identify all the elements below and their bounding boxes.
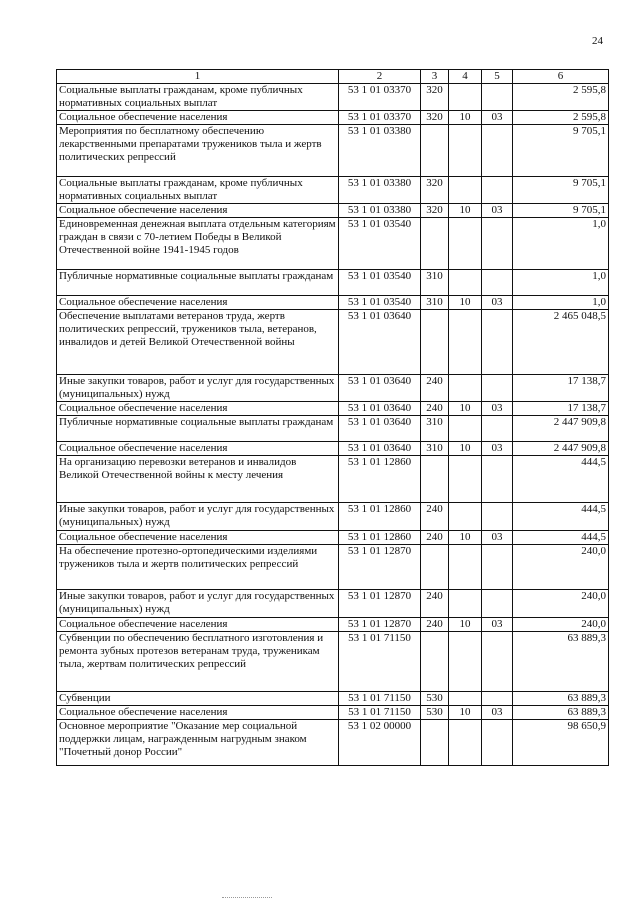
row-code-cell: 53 1 01 03380 bbox=[339, 125, 421, 177]
table-row bbox=[57, 720, 609, 766]
row-col3-cell bbox=[421, 456, 449, 503]
row-col5-cell: 03 bbox=[482, 442, 513, 456]
row-col3-cell bbox=[421, 545, 449, 590]
row-col5-cell bbox=[482, 632, 513, 692]
row-code-cell: 53 1 01 03380 bbox=[339, 177, 421, 204]
table-row bbox=[57, 531, 609, 545]
row-col4-cell bbox=[449, 84, 482, 111]
table-row bbox=[57, 204, 609, 218]
row-code-cell: 53 1 01 12870 bbox=[339, 545, 421, 590]
row-col4-cell: 10 bbox=[449, 204, 482, 218]
table-row bbox=[57, 296, 609, 310]
row-sum-cell: 17 138,7 bbox=[513, 402, 609, 416]
row-name-cell: На организацию перевозки ветеранов и инвалидов Великой Отечественной войны к месту лечения bbox=[57, 456, 339, 503]
row-col5-cell: 03 bbox=[482, 111, 513, 125]
row-sum-cell: 240,0 bbox=[513, 618, 609, 632]
row-name-cell: Иные закупки товаров, работ и услуг для государственных (муниципальных) нужд bbox=[57, 375, 339, 402]
row-col3-cell bbox=[421, 125, 449, 177]
row-col5-cell: 03 bbox=[482, 402, 513, 416]
row-sum-cell: 98 650,9 bbox=[513, 720, 609, 766]
row-col4-cell bbox=[449, 692, 482, 706]
row-col4-cell: 10 bbox=[449, 111, 482, 125]
row-col3-cell: 310 bbox=[421, 416, 449, 442]
row-col5-cell bbox=[482, 503, 513, 531]
row-col5-cell bbox=[482, 692, 513, 706]
row-col5-cell bbox=[482, 720, 513, 766]
row-code-cell: 53 1 01 03370 bbox=[339, 111, 421, 125]
header-col-sum: 6 bbox=[513, 70, 609, 84]
row-sum-cell: 240,0 bbox=[513, 545, 609, 590]
footer-dots bbox=[222, 897, 272, 900]
row-col3-cell bbox=[421, 310, 449, 375]
table-row bbox=[57, 310, 609, 375]
row-sum-cell: 9 705,1 bbox=[513, 177, 609, 204]
row-col5-cell bbox=[482, 545, 513, 590]
row-col5-cell bbox=[482, 84, 513, 111]
row-sum-cell: 63 889,3 bbox=[513, 632, 609, 692]
row-col4-cell: 10 bbox=[449, 531, 482, 545]
row-code-cell: 53 1 01 03540 bbox=[339, 218, 421, 270]
row-sum-cell: 1,0 bbox=[513, 296, 609, 310]
row-code-cell: 53 1 01 71150 bbox=[339, 706, 421, 720]
row-col5-cell: 03 bbox=[482, 296, 513, 310]
row-name-cell: Социальное обеспечение населения bbox=[57, 442, 339, 456]
table-row bbox=[57, 706, 609, 720]
row-code-cell: 53 1 02 00000 bbox=[339, 720, 421, 766]
row-col5-cell bbox=[482, 375, 513, 402]
row-sum-cell: 2 465 048,5 bbox=[513, 310, 609, 375]
row-name-cell: Субвенции bbox=[57, 692, 339, 706]
row-code-cell: 53 1 01 03640 bbox=[339, 416, 421, 442]
table-row bbox=[57, 590, 609, 618]
table-row bbox=[57, 503, 609, 531]
budget-table bbox=[56, 69, 609, 766]
row-code-cell: 53 1 01 03380 bbox=[339, 204, 421, 218]
row-sum-cell: 2 595,8 bbox=[513, 111, 609, 125]
row-code-cell: 53 1 01 12860 bbox=[339, 531, 421, 545]
row-name-cell: Социальные выплаты гражданам, кроме публичных нормативных социальных выплат bbox=[57, 177, 339, 204]
row-sum-cell: 444,5 bbox=[513, 531, 609, 545]
row-name-cell: Единовременная денежная выплата отдельным категориям граждан в связи с 70-летием Победы в Великой Отечественной войне 1941-1945 годов bbox=[57, 218, 339, 270]
row-code-cell: 53 1 01 03540 bbox=[339, 296, 421, 310]
row-sum-cell: 2 595,8 bbox=[513, 84, 609, 111]
row-col4-cell bbox=[449, 270, 482, 296]
row-sum-cell: 9 705,1 bbox=[513, 204, 609, 218]
row-name-cell: Обеспечение выплатами ветеранов труда, жертв политических репрессий, тружеников тыла, ветеранов, инвалидов и детей Великой Отечественной войны bbox=[57, 310, 339, 375]
row-col4-cell bbox=[449, 416, 482, 442]
row-name-cell: Социальные выплаты гражданам, кроме публичных нормативных социальных выплат bbox=[57, 84, 339, 111]
row-col4-cell bbox=[449, 590, 482, 618]
row-sum-cell: 63 889,3 bbox=[513, 706, 609, 720]
row-col5-cell bbox=[482, 270, 513, 296]
row-sum-cell: 1,0 bbox=[513, 270, 609, 296]
table-row bbox=[57, 375, 609, 402]
row-col3-cell: 240 bbox=[421, 618, 449, 632]
row-col4-cell bbox=[449, 218, 482, 270]
row-sum-cell: 63 889,3 bbox=[513, 692, 609, 706]
table-row bbox=[57, 125, 609, 177]
row-name-cell: Социальное обеспечение населения bbox=[57, 204, 339, 218]
row-col4-cell bbox=[449, 503, 482, 531]
row-col3-cell: 310 bbox=[421, 442, 449, 456]
table-row bbox=[57, 632, 609, 692]
row-col5-cell: 03 bbox=[482, 204, 513, 218]
row-sum-cell: 17 138,7 bbox=[513, 375, 609, 402]
row-name-cell: Основное мероприятие "Оказание мер социальной поддержки лицам, награжденным нагрудным знаком "Почетный донор России" bbox=[57, 720, 339, 766]
row-name-cell: Социальное обеспечение населения bbox=[57, 531, 339, 545]
row-col5-cell: 03 bbox=[482, 531, 513, 545]
row-col5-cell bbox=[482, 125, 513, 177]
row-sum-cell: 240,0 bbox=[513, 590, 609, 618]
row-sum-cell: 9 705,1 bbox=[513, 125, 609, 177]
header-col-4: 4 bbox=[449, 70, 482, 84]
table-row bbox=[57, 442, 609, 456]
row-col4-cell bbox=[449, 177, 482, 204]
table-row bbox=[57, 545, 609, 590]
row-col3-cell bbox=[421, 720, 449, 766]
table-row bbox=[57, 416, 609, 442]
header-row bbox=[57, 70, 609, 84]
table-row bbox=[57, 618, 609, 632]
row-col4-cell bbox=[449, 375, 482, 402]
row-code-cell: 53 1 01 03640 bbox=[339, 442, 421, 456]
row-col5-cell bbox=[482, 456, 513, 503]
row-name-cell: Социальное обеспечение населения bbox=[57, 706, 339, 720]
row-name-cell: Мероприятия по бесплатному обеспечению лекарственными препаратами тружеников тыла и жертв политических репрессий bbox=[57, 125, 339, 177]
row-name-cell: Социальное обеспечение населения bbox=[57, 402, 339, 416]
row-sum-cell: 444,5 bbox=[513, 456, 609, 503]
row-col4-cell bbox=[449, 720, 482, 766]
row-col3-cell: 240 bbox=[421, 531, 449, 545]
row-col4-cell bbox=[449, 456, 482, 503]
row-col3-cell: 240 bbox=[421, 590, 449, 618]
row-name-cell: Социальное обеспечение населения bbox=[57, 111, 339, 125]
row-name-cell: Иные закупки товаров, работ и услуг для государственных (муниципальных) нужд bbox=[57, 503, 339, 531]
table-row bbox=[57, 456, 609, 503]
row-col3-cell bbox=[421, 632, 449, 692]
row-name-cell: На обеспечение протезно-ортопедическими изделиями тружеников тыла и жертв политических репрессий bbox=[57, 545, 339, 590]
header-col-5: 5 bbox=[482, 70, 513, 84]
row-code-cell: 53 1 01 12870 bbox=[339, 590, 421, 618]
row-name-cell: Социальное обеспечение населения bbox=[57, 618, 339, 632]
row-col3-cell: 530 bbox=[421, 706, 449, 720]
header-col-3: 3 bbox=[421, 70, 449, 84]
row-col3-cell: 320 bbox=[421, 177, 449, 204]
row-code-cell: 53 1 01 03640 bbox=[339, 310, 421, 375]
row-col3-cell: 240 bbox=[421, 503, 449, 531]
table-row bbox=[57, 218, 609, 270]
header-col-name: 1 bbox=[57, 70, 339, 84]
row-col5-cell bbox=[482, 177, 513, 204]
row-col5-cell bbox=[482, 416, 513, 442]
row-col3-cell bbox=[421, 218, 449, 270]
row-col4-cell bbox=[449, 125, 482, 177]
row-col3-cell: 530 bbox=[421, 692, 449, 706]
row-sum-cell: 2 447 909,8 bbox=[513, 442, 609, 456]
row-code-cell: 53 1 01 03540 bbox=[339, 270, 421, 296]
header-col-code: 2 bbox=[339, 70, 421, 84]
row-sum-cell: 444,5 bbox=[513, 503, 609, 531]
row-name-cell: Публичные нормативные социальные выплаты гражданам bbox=[57, 416, 339, 442]
row-col3-cell: 320 bbox=[421, 111, 449, 125]
table-row bbox=[57, 84, 609, 111]
row-col4-cell: 10 bbox=[449, 402, 482, 416]
row-col3-cell: 320 bbox=[421, 84, 449, 111]
row-code-cell: 53 1 01 03640 bbox=[339, 402, 421, 416]
row-code-cell: 53 1 01 71150 bbox=[339, 692, 421, 706]
row-code-cell: 53 1 01 71150 bbox=[339, 632, 421, 692]
row-code-cell: 53 1 01 12860 bbox=[339, 456, 421, 503]
row-code-cell: 53 1 01 12870 bbox=[339, 618, 421, 632]
row-col5-cell bbox=[482, 590, 513, 618]
table-row bbox=[57, 402, 609, 416]
row-name-cell: Субвенции по обеспечению бесплатного изготовления и ремонта зубных протезов ветеранам труда, труженикам тыла, жертвам политических репрессий bbox=[57, 632, 339, 692]
row-col4-cell bbox=[449, 545, 482, 590]
row-sum-cell: 1,0 bbox=[513, 218, 609, 270]
row-col3-cell: 320 bbox=[421, 204, 449, 218]
page-number: 24 bbox=[592, 35, 603, 47]
row-col4-cell: 10 bbox=[449, 296, 482, 310]
row-col3-cell: 310 bbox=[421, 296, 449, 310]
row-col4-cell: 10 bbox=[449, 706, 482, 720]
table-row bbox=[57, 692, 609, 706]
row-col4-cell: 10 bbox=[449, 442, 482, 456]
row-code-cell: 53 1 01 03640 bbox=[339, 375, 421, 402]
row-col3-cell: 240 bbox=[421, 402, 449, 416]
table-row bbox=[57, 177, 609, 204]
table-row bbox=[57, 111, 609, 125]
row-col3-cell: 240 bbox=[421, 375, 449, 402]
row-col4-cell bbox=[449, 310, 482, 375]
row-col4-cell: 10 bbox=[449, 618, 482, 632]
row-code-cell: 53 1 01 12860 bbox=[339, 503, 421, 531]
table-row bbox=[57, 270, 609, 296]
row-col5-cell: 03 bbox=[482, 706, 513, 720]
row-col4-cell bbox=[449, 632, 482, 692]
row-sum-cell: 2 447 909,8 bbox=[513, 416, 609, 442]
row-col5-cell bbox=[482, 310, 513, 375]
row-name-cell: Иные закупки товаров, работ и услуг для государственных (муниципальных) нужд bbox=[57, 590, 339, 618]
row-col5-cell: 03 bbox=[482, 618, 513, 632]
row-name-cell: Публичные нормативные социальные выплаты гражданам bbox=[57, 270, 339, 296]
row-col3-cell: 310 bbox=[421, 270, 449, 296]
row-name-cell: Социальное обеспечение населения bbox=[57, 296, 339, 310]
row-code-cell: 53 1 01 03370 bbox=[339, 84, 421, 111]
row-col5-cell bbox=[482, 218, 513, 270]
